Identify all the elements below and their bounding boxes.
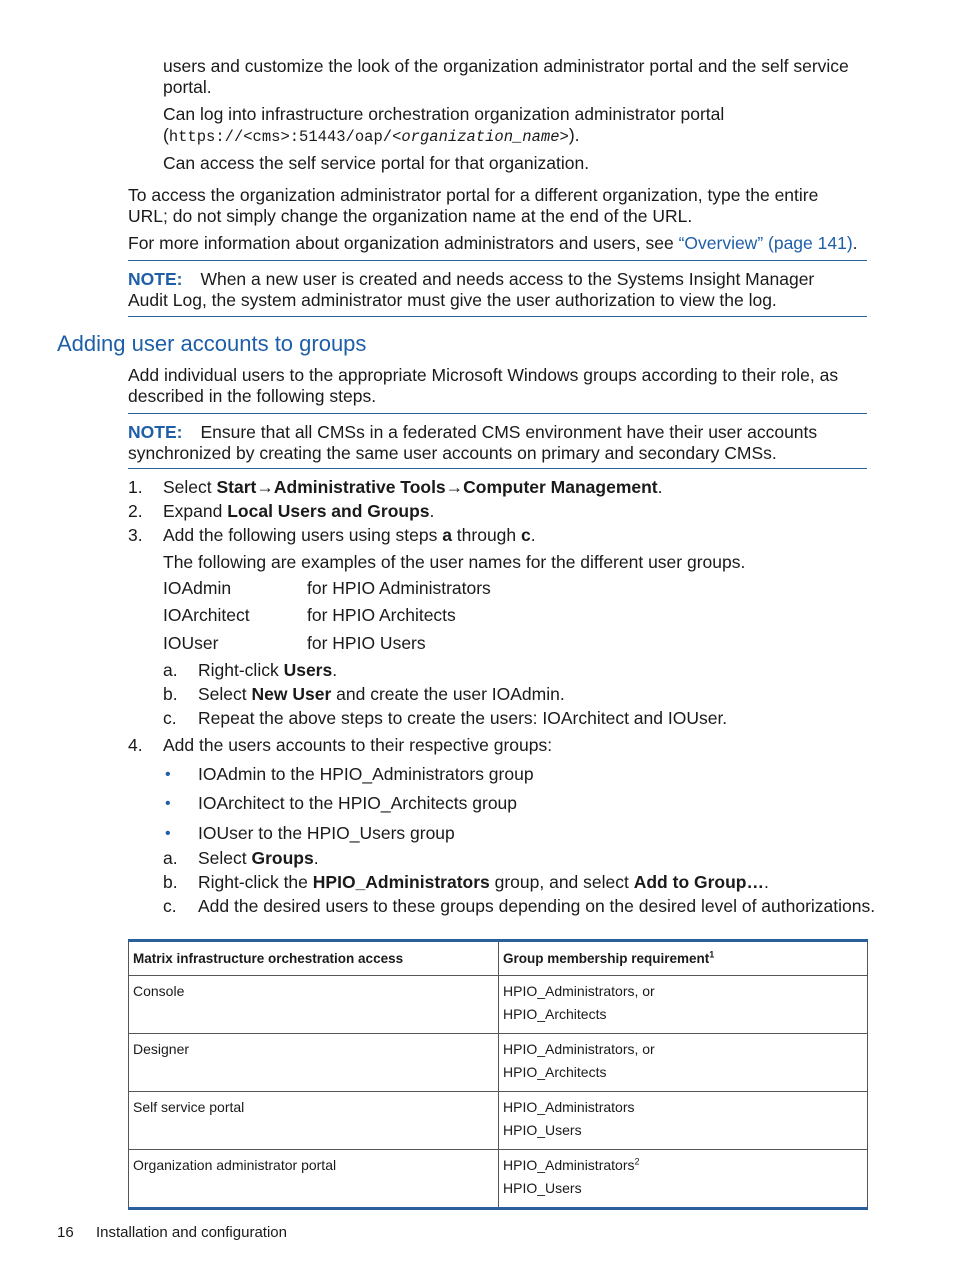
substep-4b-suffix: . xyxy=(764,872,769,892)
groups-label: Groups xyxy=(251,848,314,868)
list-item: IOAdmin to the HPIO_Administrators group xyxy=(198,764,534,784)
group-line-1: HPIO_Administrators xyxy=(503,1157,635,1173)
step-2 xyxy=(163,501,434,522)
footnote-ref: 2 xyxy=(634,1156,640,1167)
column-header-group xyxy=(499,941,868,976)
user-name: IOAdmin xyxy=(163,578,232,598)
substep-3b-prefix: Select xyxy=(198,684,252,704)
access-requirements-table xyxy=(128,939,868,1210)
step-1-suffix: . xyxy=(657,477,663,497)
overview-link[interactable]: “Overview” (page 141) xyxy=(678,233,853,253)
substep-4c-label: c. xyxy=(163,896,177,916)
table-row xyxy=(129,1092,868,1150)
note2-top-rule xyxy=(128,413,867,414)
substep-4a-label: a. xyxy=(163,848,178,868)
more-info-suffix: . xyxy=(852,233,858,253)
note-audit-log xyxy=(128,269,853,311)
bullet-icon: • xyxy=(165,825,171,842)
step-ref-c: c xyxy=(521,525,531,545)
group-line-1: HPIO_Administrators, or xyxy=(503,983,655,999)
substep-3a-label: a. xyxy=(163,660,178,680)
note2-bottom-rule xyxy=(128,468,867,469)
access-cell: Self service portal xyxy=(129,1092,499,1150)
group-line-1: HPIO_Administrators xyxy=(503,1099,635,1115)
table-row xyxy=(129,1150,868,1209)
substep-3a-suffix: . xyxy=(332,660,338,680)
section-intro: Add individual users to the appropriate Microsoft Windows groups according to their role, as described in the following steps. xyxy=(128,365,839,406)
bullet-icon: • xyxy=(165,766,171,783)
intro-line-2 xyxy=(163,104,853,148)
step-3-mid: through xyxy=(451,525,522,545)
group-line-2: HPIO_Architects xyxy=(503,1064,607,1080)
list-item: IOUser to the HPIO_Users group xyxy=(198,823,455,843)
substep-3c: Repeat the above steps to create the users: IOArchitect and IOUser. xyxy=(198,708,728,728)
user-name: IOUser xyxy=(163,633,219,653)
step-1 xyxy=(163,477,663,498)
substep-3b xyxy=(198,684,565,705)
substep-3a-prefix: Right-click xyxy=(198,660,284,680)
more-info-text: For more information about organization administrators and users, see xyxy=(128,233,679,253)
bullet-icon: • xyxy=(165,795,171,812)
local-users-groups-label: Local Users and Groups xyxy=(227,501,430,521)
user-desc: for HPIO Architects xyxy=(307,605,456,625)
group-cell xyxy=(499,1092,868,1150)
group-cell xyxy=(499,1034,868,1092)
substep-4a-prefix: Select xyxy=(198,848,252,868)
portal-url-param: <organization_name> xyxy=(392,128,569,146)
substep-3b-suffix: and create the user IOAdmin. xyxy=(331,684,565,704)
substep-4b xyxy=(198,872,769,893)
column-header-group-text: Group membership requirement xyxy=(503,951,710,966)
substep-4c: Add the desired users to these groups depending on the desired level of authorizations. xyxy=(198,896,876,916)
step-1-prefix: Select xyxy=(163,477,217,497)
group-line-2: HPIO_Users xyxy=(503,1180,582,1196)
group-line-1: HPIO_Administrators, or xyxy=(503,1041,655,1057)
step-3-suffix: . xyxy=(530,525,536,545)
access-cell: Organization administrator portal xyxy=(129,1150,499,1209)
access-paragraph: To access the organization administrator portal for a different organization, type the entire URL; do not simply change the organization name at the end of the URL. xyxy=(128,185,819,226)
note-federated-cms xyxy=(128,422,853,464)
group-line-2: HPIO_Users xyxy=(503,1122,582,1138)
step-2-number: 2. xyxy=(128,501,143,521)
user-desc: for HPIO Administrators xyxy=(307,578,491,598)
intro-line-3: Can access the self service portal for that organization. xyxy=(163,153,590,173)
user-desc: for HPIO Users xyxy=(307,633,426,653)
note-bottom-rule xyxy=(128,316,867,317)
substep-4b-label: b. xyxy=(163,872,178,892)
list-item: IOArchitect to the HPIO_Architects group xyxy=(198,793,518,813)
new-user-label: New User xyxy=(251,684,332,704)
note2-text: Ensure that all CMSs in a federated CMS environment have their user accounts synchronized by creating the same user accounts on primary and secondary CMSs. xyxy=(128,422,818,463)
step-1-number: 1. xyxy=(128,477,143,497)
table-row xyxy=(129,976,868,1034)
footnote-ref: 1 xyxy=(709,949,715,960)
substep-4b-prefix: Right-click the xyxy=(198,872,313,892)
arrow-icon: → xyxy=(256,477,274,497)
substep-4a xyxy=(198,848,319,869)
group-line-2: HPIO_Architects xyxy=(503,1006,607,1022)
step-4-number: 4. xyxy=(128,735,143,755)
step-2-suffix: . xyxy=(429,501,435,521)
arrow-icon: → xyxy=(445,477,464,497)
hpio-administrators-label: HPIO_Administrators xyxy=(312,872,490,892)
start-menu-label: Start xyxy=(216,477,257,497)
more-info-paragraph xyxy=(128,233,868,254)
step-3-examples: The following are examples of the user names for the different user groups. xyxy=(163,552,746,572)
substep-3b-label: b. xyxy=(163,684,178,704)
table-row xyxy=(129,1034,868,1092)
user-name: IOArchitect xyxy=(163,605,250,625)
admin-tools-label: Administrative Tools xyxy=(273,477,446,497)
substep-4a-suffix: . xyxy=(313,848,319,868)
intro-line-1: users and customize the look of the organization administrator portal and the self service portal. xyxy=(163,56,849,97)
page-number: 16 xyxy=(57,1224,74,1241)
note-label: NOTE: xyxy=(128,269,183,289)
note-top-rule xyxy=(128,260,867,261)
column-header-access: Matrix infrastructure orchestration access xyxy=(129,941,499,976)
group-cell xyxy=(499,976,868,1034)
note2-label: NOTE: xyxy=(128,422,183,442)
substep-4b-mid: group, and select xyxy=(489,872,634,892)
access-cell: Console xyxy=(129,976,499,1034)
step-3-prefix: Add the following users using steps xyxy=(163,525,443,545)
step-4: Add the users accounts to their respective groups: xyxy=(163,735,553,755)
step-2-prefix: Expand xyxy=(163,501,228,521)
users-label: Users xyxy=(283,660,333,680)
add-to-group-label: Add to Group… xyxy=(633,872,764,892)
group-cell xyxy=(499,1150,868,1209)
footer-section-title: Installation and configuration xyxy=(96,1224,287,1241)
note-text: When a new user is created and needs access to the Systems Insight Manager Audit Log, the system administrator must give the user authorization to view the log. xyxy=(128,269,815,310)
computer-management-label: Computer Management xyxy=(463,477,658,497)
access-cell: Designer xyxy=(129,1034,499,1092)
step-ref-a: a xyxy=(442,525,452,545)
section-heading: Adding user accounts to groups xyxy=(57,331,367,356)
url-open: ( xyxy=(163,125,169,145)
substep-3a xyxy=(198,660,337,681)
portal-url: https://<cms>:51443/oap/ xyxy=(168,128,393,146)
url-close: ). xyxy=(568,125,580,145)
substep-3c-label: c. xyxy=(163,708,177,728)
step-3 xyxy=(163,525,536,546)
step-3-number: 3. xyxy=(128,525,143,545)
table-header-row xyxy=(129,941,868,976)
intro-line-2-text: Can log into infrastructure orchestration organization administrator portal xyxy=(163,104,725,124)
